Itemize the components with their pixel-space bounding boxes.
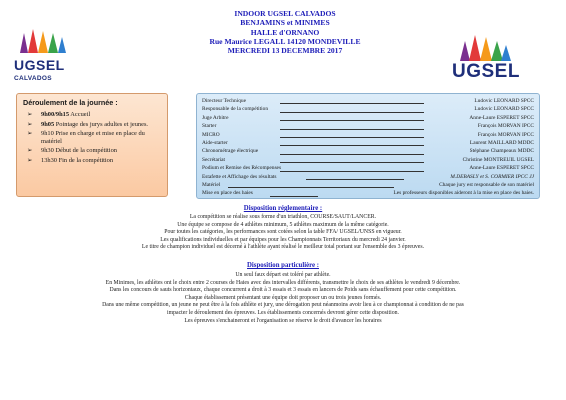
particular-line: impacter le déroulement des épreuves. Les établissements concernés devront gérer cette disposition. xyxy=(167,309,399,316)
arrow-bullet-icon: ➢ xyxy=(27,111,33,118)
role-dotted-line xyxy=(280,120,424,121)
role-value: François MORVAN IPCC xyxy=(477,131,534,138)
title-line: MERCREDI 13 DECEMBRE 2017 xyxy=(227,46,343,56)
programme-time: 9h00/9h15 xyxy=(41,111,70,118)
particular-line: Les épreuves s'enchaineront et l'organisation se réserve le droit d'avancer les horaires xyxy=(184,317,382,324)
role-row xyxy=(202,164,534,172)
role-label: Juge Arbitre xyxy=(202,114,229,121)
role-row xyxy=(202,131,534,139)
role-value: Les professeurs disponibles aideront à la mise en place des haies. xyxy=(393,190,534,197)
programme-text: 13h30 Fin de la compétition xyxy=(41,156,114,164)
role-value: Stéphane Champeaux MDDC xyxy=(469,148,534,155)
rules-body xyxy=(10,214,556,252)
role-row xyxy=(202,139,534,147)
programme-item xyxy=(23,121,161,129)
role-dotted-line xyxy=(280,103,424,104)
title-line: HALLE d'ORNANO xyxy=(250,27,320,37)
ugsel-flame-icon xyxy=(14,27,72,57)
rules-line: Pour toutes les catégories, les performances sont cotées selon la table FFA/ UGSEL/UNSS en vigueur. xyxy=(164,229,402,236)
ugsel-logo xyxy=(452,33,520,83)
role-dotted-line xyxy=(306,179,404,180)
title-line: INDOOR UGSEL CALVADOS xyxy=(234,9,336,18)
programme-item xyxy=(23,111,161,119)
arrow-bullet-icon: ➢ xyxy=(27,147,33,155)
ugsel-calvados-logo xyxy=(14,27,72,83)
rules-line: Les qualifications individuelles et par équipes pour les Championnats Territoriaux du mercredi 24 janvier. xyxy=(160,236,406,243)
programme-box xyxy=(16,93,168,197)
role-label: Secrétariat xyxy=(202,156,226,163)
role-value: M.DEBASLY et S. CORMIER IPCC JJ xyxy=(450,173,534,180)
role-value: Ludovic LEONARD SPCC xyxy=(474,98,534,104)
title-line: BENJAMINS et MINIMES xyxy=(240,18,330,28)
role-label: Matériel xyxy=(202,181,221,188)
particular-line: Chaque établissement présentant une équipe doit proposer un ou trois jeunes formés. xyxy=(184,294,382,301)
programme-item xyxy=(23,130,161,145)
arrow-bullet-icon: ➢ xyxy=(27,130,33,138)
role-row xyxy=(202,122,534,130)
role-label: Chronométrage électrique xyxy=(202,148,259,155)
programme-text: Début de la compétition xyxy=(53,147,117,155)
rules-line: Une équipe se compose de 4 athlètes minimum, 5 athlètes maximum de la même catégorie. xyxy=(177,221,389,228)
role-row xyxy=(202,147,534,155)
role-dotted-line xyxy=(270,196,318,197)
particular-line: Un seul faux départ est toléré par athlète. xyxy=(235,272,331,278)
role-dotted-line xyxy=(280,112,424,113)
role-value: François MORVAN IPCC xyxy=(477,123,534,130)
role-dotted-line xyxy=(228,187,394,188)
logo-left-subtext: CALVADOS xyxy=(14,75,52,82)
role-value: Anne-Laure ESPERET SPCC xyxy=(469,165,534,172)
particular-line: Dans une même compétition, un jeune ne peut être à la fois athlète et jury, une dérogation peut néanmoins avoir lieu à ce championnat à condition de ne pas xyxy=(102,302,464,309)
logo-left-text: UGSEL xyxy=(14,57,65,73)
role-dotted-line xyxy=(280,154,424,155)
particular-title: Disposition particulière : xyxy=(247,262,319,269)
arrow-bullet-icon: ➢ xyxy=(27,156,33,164)
role-row xyxy=(202,181,534,189)
programme-list xyxy=(23,111,161,165)
role-dotted-line xyxy=(280,137,424,138)
programme-text: Accueil xyxy=(69,111,91,118)
programme-time: 9h30 xyxy=(41,147,54,155)
ugsel-flame-icon xyxy=(456,33,512,63)
role-label: Responsable de la compétition xyxy=(202,106,269,113)
programme-title: Déroulement de la journée : xyxy=(23,98,118,107)
role-value: Laurent MAILLARD MDDC xyxy=(469,139,534,146)
particular-line: En Minimes, les athlètes ont le choix entre 2 courses de Haies avec des intervalles différents, transmettre le choix de ses athlètes le vendredi 9 décembre. xyxy=(105,279,461,286)
role-label: Podium et Remise des Récompenses xyxy=(202,165,282,172)
document-title xyxy=(160,9,410,55)
particular-line: Dans les concours de sauts horizontaux, chaque concurrent a droit à 3 essais et 3 essais en lancers de Poids sans échauffement pour cette compétition. xyxy=(109,287,457,294)
rules-line: Le titre de champion individuel est décerné à l'athlète ayant réalisé le meilleur total portant sur l'ensemble des 3 épreuves. xyxy=(141,244,425,251)
role-dotted-line xyxy=(280,129,424,130)
role-row xyxy=(202,156,534,164)
role-value: Anne-Laure ESPERET SPCC xyxy=(469,114,534,121)
role-row xyxy=(202,105,534,113)
programme-text: Pointage des jurys adultes et jeunes. xyxy=(54,120,149,128)
role-dotted-line xyxy=(280,162,424,163)
role-label: Directeur Technique xyxy=(202,98,246,104)
role-value: Ludovic LEONARD SPCC xyxy=(474,106,534,113)
role-label: MICRO xyxy=(202,131,220,138)
programme-time: 9h05 xyxy=(41,120,55,128)
programme-text: 9h10 Prise en charge et mise en place du matériel xyxy=(41,130,145,145)
roles-box xyxy=(196,93,540,199)
title-line: Rue Maurice LEGALL 14120 MONDEVILLE xyxy=(209,36,361,46)
programme-item xyxy=(23,157,161,165)
role-label: Mise en place des haies xyxy=(202,190,253,197)
particular-body xyxy=(10,272,556,325)
role-value: Christine MONTREUIL UGSEL xyxy=(462,156,534,163)
role-dotted-line xyxy=(280,145,424,146)
arrow-bullet-icon: ➢ xyxy=(27,120,33,128)
role-label: Aide-starter xyxy=(202,139,228,146)
role-row xyxy=(202,173,534,181)
rules-line: La compétition se réalise sous forme d'un triathlon, COURSE/SAUT/LANCER. xyxy=(189,214,377,220)
role-row xyxy=(202,97,534,105)
role-label: Estafette et Affichage des résultats xyxy=(202,173,277,180)
rules-title: Disposition réglementaire : xyxy=(243,205,323,212)
programme-item xyxy=(23,147,161,155)
role-row xyxy=(202,114,534,122)
role-row xyxy=(202,189,534,197)
role-value: Chaque jury est responsable de son matériel xyxy=(439,181,534,188)
logo-right-text: UGSEL xyxy=(452,61,520,82)
role-dotted-line xyxy=(280,171,424,172)
role-label: Starter xyxy=(202,123,217,130)
